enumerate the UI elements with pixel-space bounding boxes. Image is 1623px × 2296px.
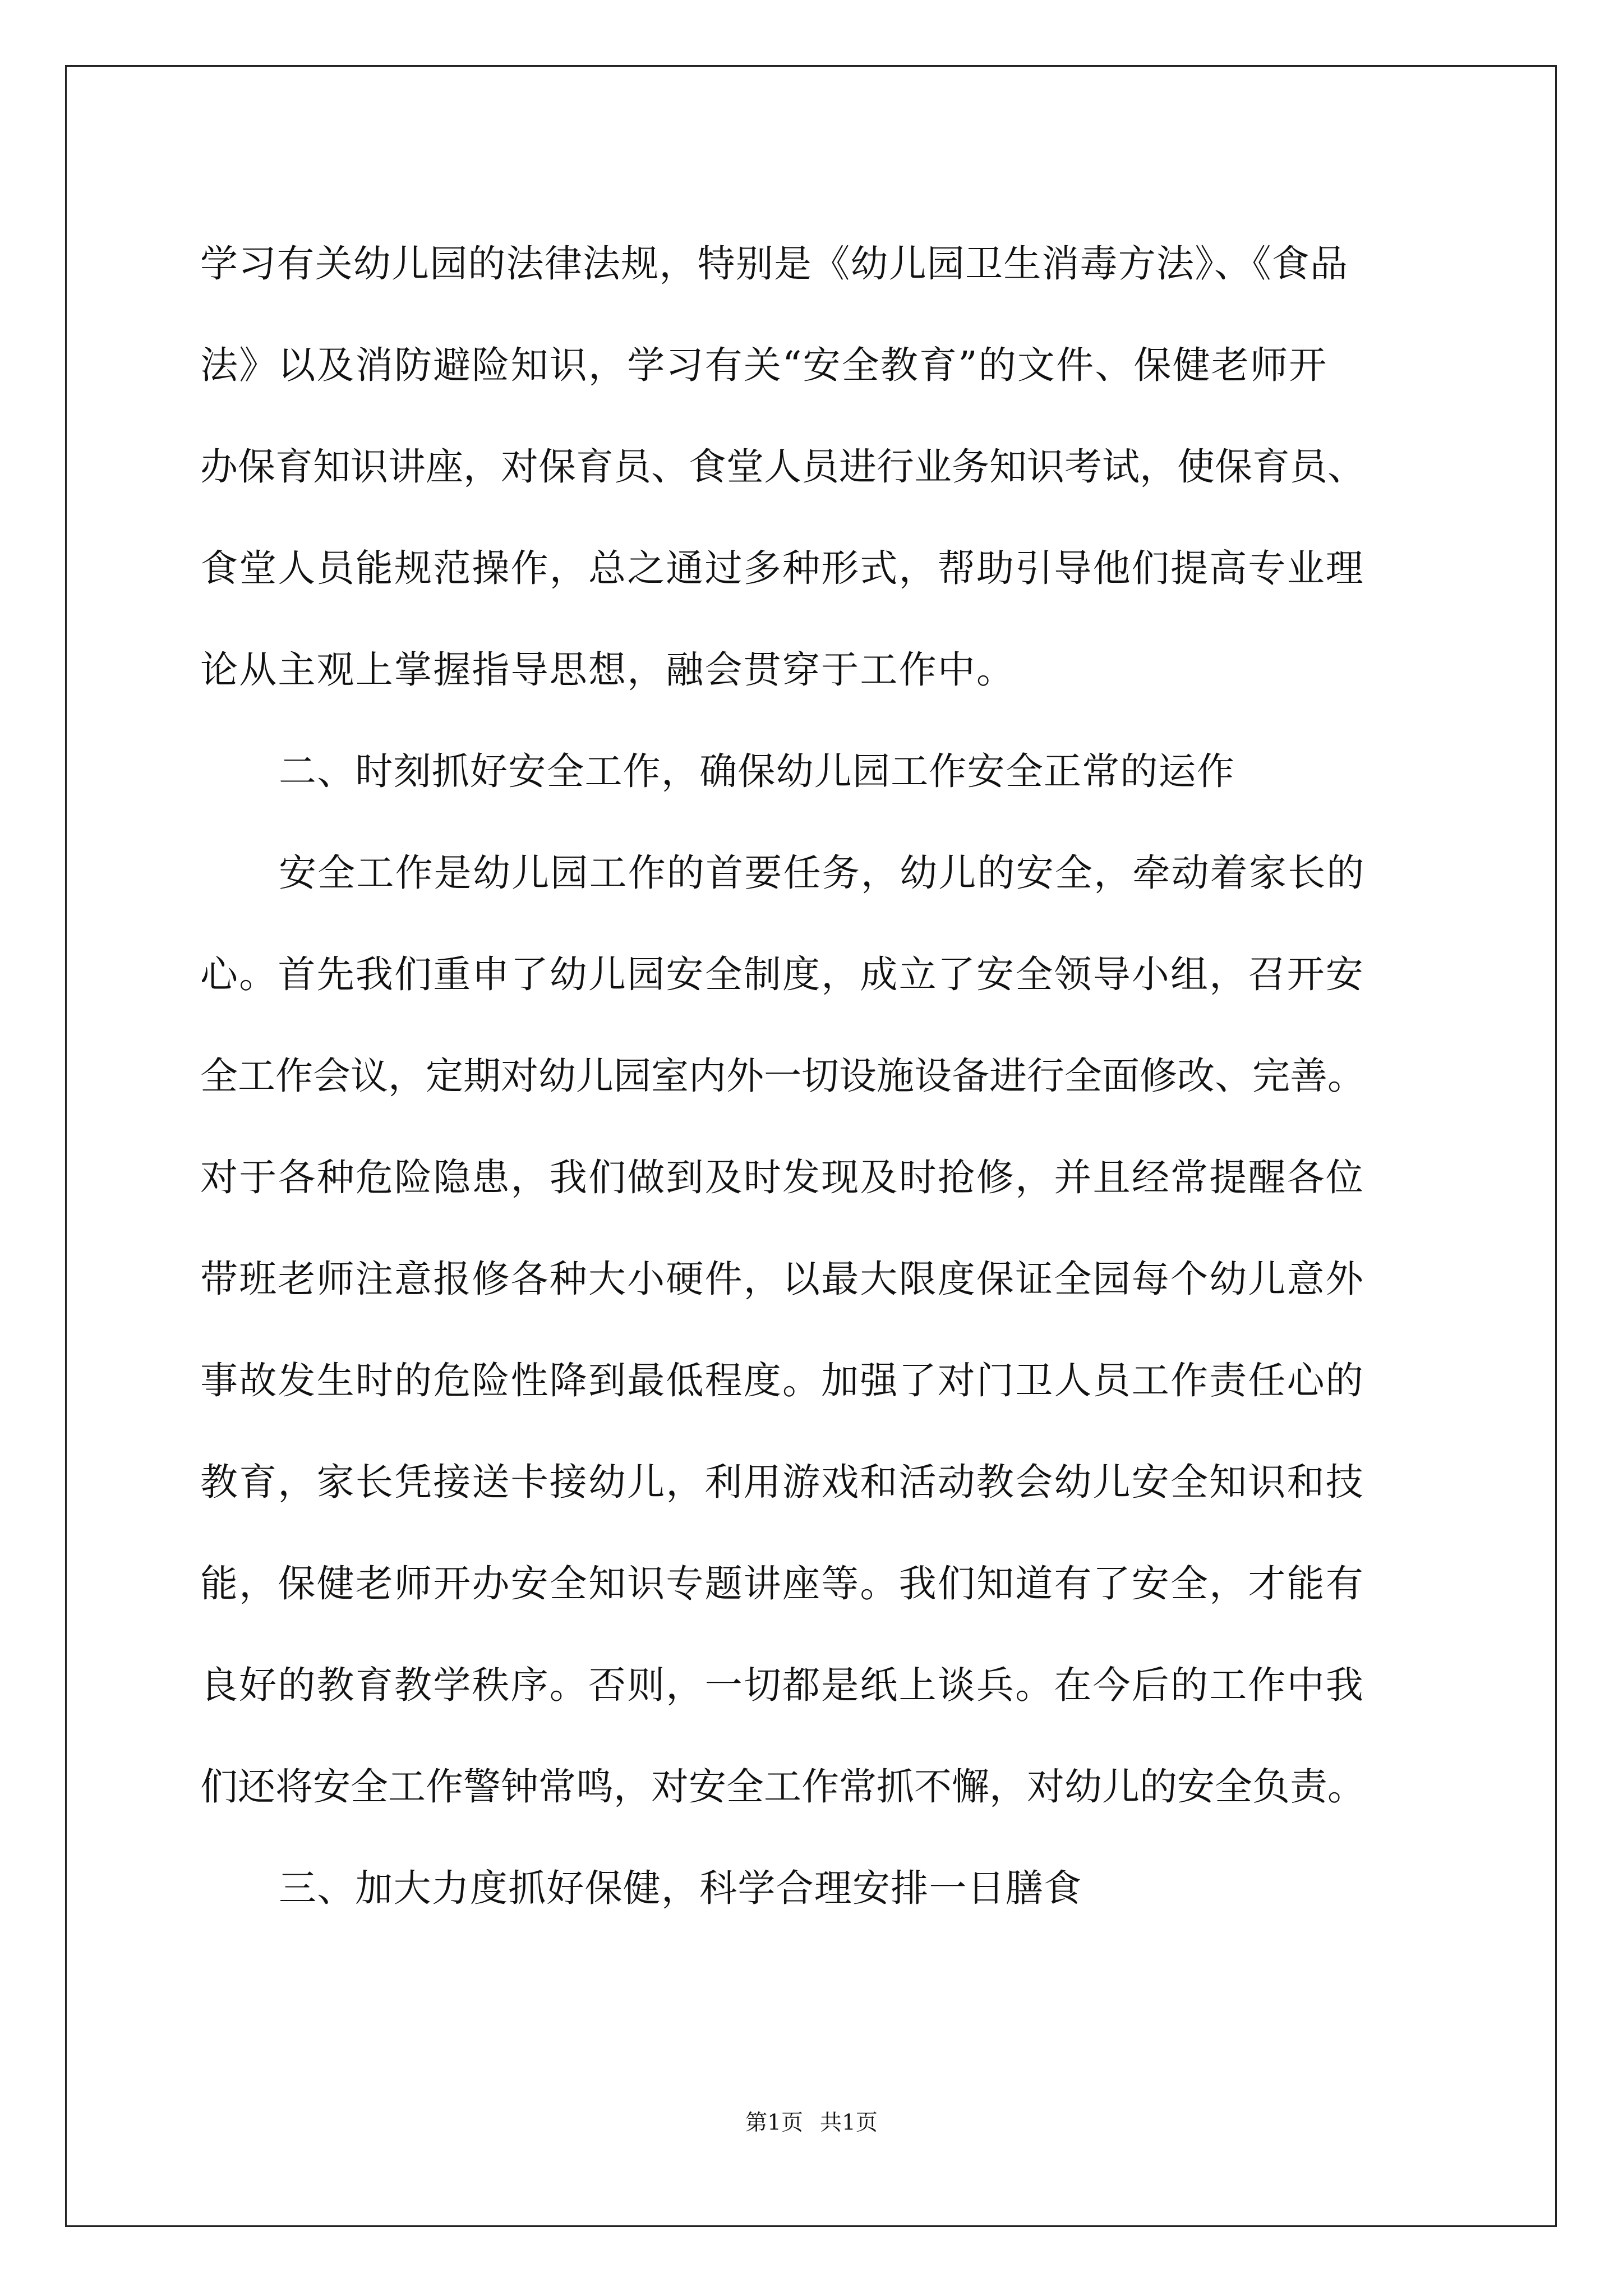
text-line: 食堂人员能规范操作，总之通过多种形式，帮助引导他们提高专业理 — [200, 546, 1364, 590]
page-number: 第1页 — [745, 2110, 803, 2136]
text-line: 法》以及消防避险知识，学习有关“安全教育”的文件、保健老师开 — [200, 343, 1328, 387]
text-line: 带班老师注意报修各种大小硬件，以最大限度保证全园每个幼儿意外 — [200, 1257, 1364, 1301]
text-line: 教育，家长凭接送卡接幼儿，利用游戏和活动教会幼儿安全知识和技 — [200, 1460, 1364, 1504]
section-heading: 二、时刻抓好安全工作，确保幼儿园工作安全正常的运作 — [279, 749, 1235, 793]
document-body — [200, 213, 1428, 1939]
page-total: 共1页 — [820, 2110, 878, 2136]
text-line: 学习有关幼儿园的法律法规，特别是《幼儿园卫生消毒方法》、《食品 — [200, 242, 1349, 286]
text-line: 事故发生时的危险性降到最低程度。加强了对门卫人员工作责任心的 — [200, 1359, 1364, 1402]
text-line: 良好的教育教学秩序。否则，一切都是纸上谈兵。在今后的工作中我 — [200, 1663, 1364, 1707]
text-line: 安全工作是幼儿园工作的首要任务，幼儿的安全，牵动着家长的 — [279, 851, 1366, 895]
text-line: 对于各种危险隐患，我们做到及时发现及时抢修，并且经常提醒各位 — [200, 1156, 1364, 1199]
page-footer — [0, 2110, 1623, 2136]
text-line: 心。首先我们重申了幼儿园安全制度，成立了安全领导小组，召开安 — [200, 953, 1364, 996]
text-line: 能，保健老师开办安全知识专题讲座等。我们知道有了安全，才能有 — [200, 1562, 1364, 1605]
text-line: 论从主观上掌握指导思想，融会贯穿于工作中。 — [200, 648, 1016, 692]
section-heading: 三、加大力度抓好保健，科学合理安排一日膳食 — [279, 1866, 1082, 1910]
text-line: 办保育知识讲座，对保育员、食堂人员进行业务知识考试，使保育员、 — [200, 445, 1365, 489]
text-line: 全工作会议，定期对幼儿园室内外一切设施设备进行全面修改、完善。 — [200, 1054, 1365, 1098]
text-line: 们还将安全工作警钟常鸣，对安全工作常抓不懈，对幼儿的安全负责。 — [200, 1765, 1365, 1809]
